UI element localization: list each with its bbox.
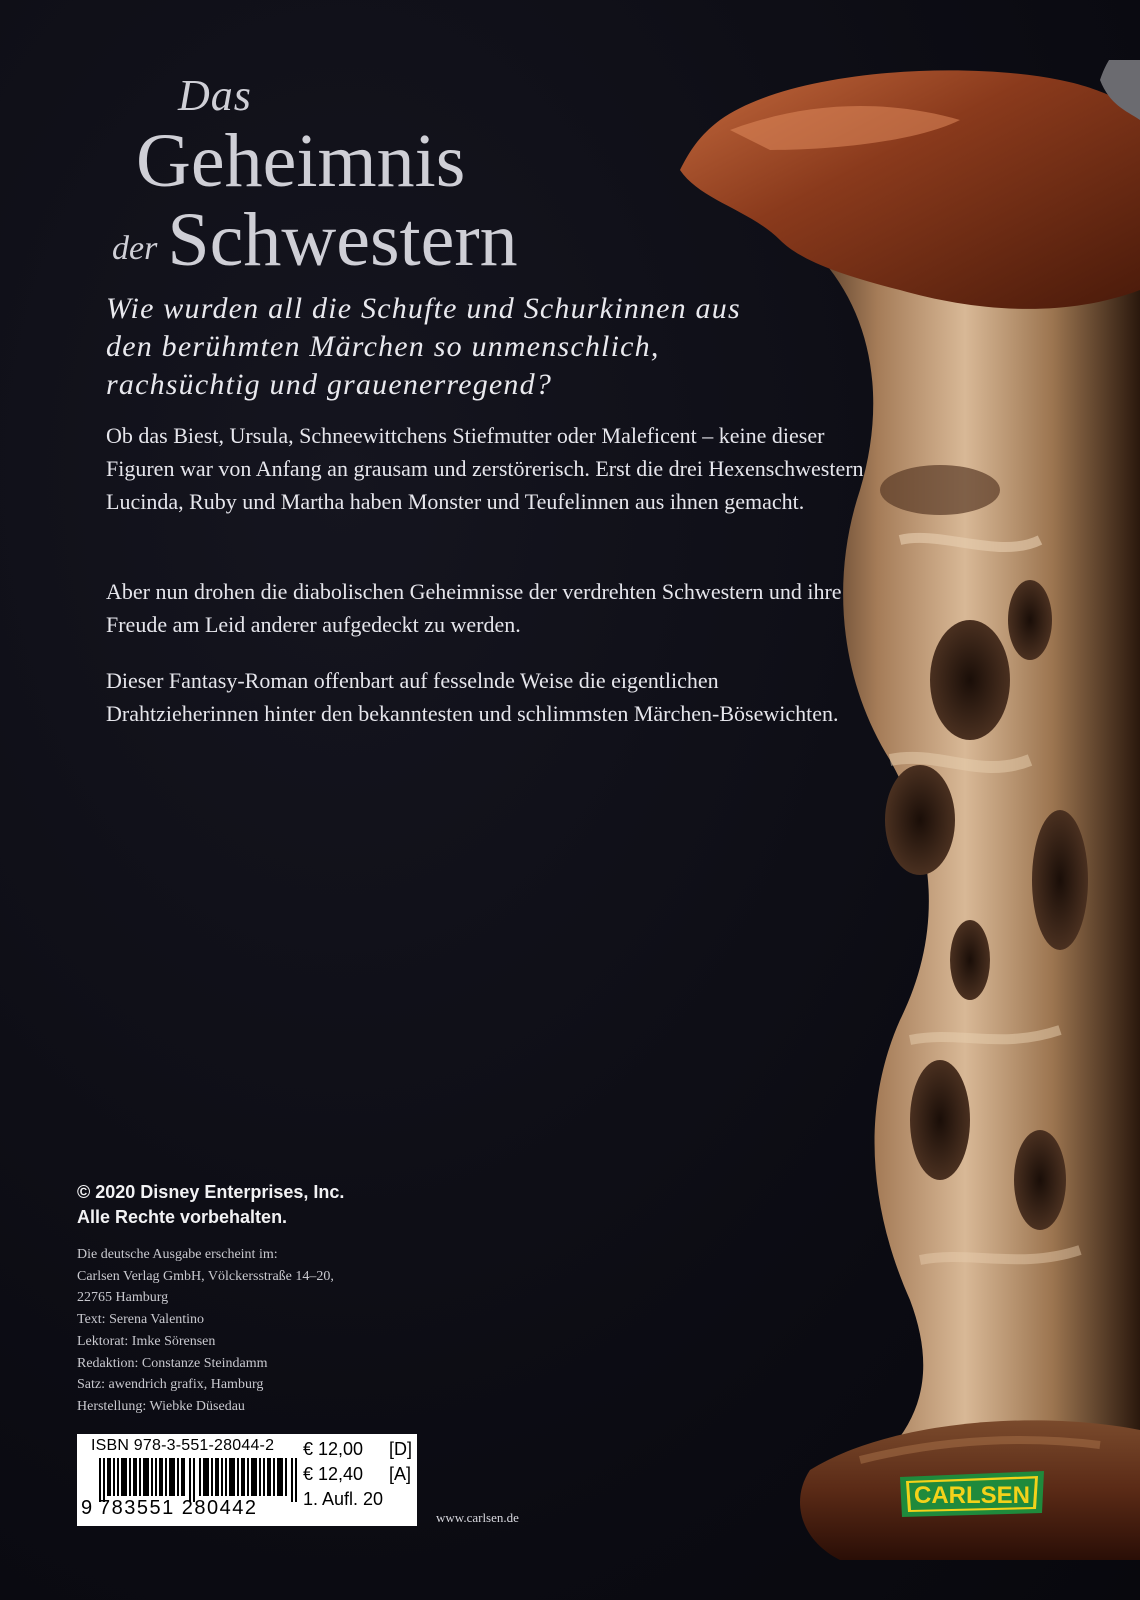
description-paragraph-2: Aber nun drohen die diabolischen Geheimnisse der verdrehten Schwestern und ihre Freude am Leid anderer aufgedeckt zu werden.	[106, 579, 842, 637]
edition-label: 1. Aufl. 20	[303, 1489, 384, 1509]
carlsen-logo-text: CARLSEN	[913, 1482, 1031, 1509]
imprint-block	[77, 1244, 334, 1418]
price-region: [A]	[389, 1464, 412, 1484]
isbn-label: ISBN 978-3-551-28044-2	[91, 1437, 275, 1454]
title-line-2: Geheimnis	[136, 119, 466, 203]
imprint-line: Redaktion: Constanze Steindamm	[77, 1355, 268, 1371]
imprint-line: Lektorat: Imke Sörensen	[77, 1333, 216, 1349]
price-amount: € 12,40	[303, 1464, 364, 1484]
copyright-line-2: Alle Rechte vorbehalten.	[77, 1207, 288, 1227]
lead-question: Wie wurden all die Schufte und Schurkinnen aus den berühmten Märchen so unmenschlich, rachsüchtig und grauenerregend?	[106, 292, 741, 401]
imprint-line: Die deutsche Ausgabe erscheint im:	[77, 1247, 278, 1262]
imprint-line: Text: Serena Valentino	[77, 1312, 205, 1328]
book-title	[106, 70, 666, 301]
publisher-website: www.carlsen.de	[436, 1510, 519, 1525]
price-region: [D]	[389, 1439, 413, 1459]
carlsen-logo	[896, 1469, 1048, 1519]
imprint-line: Herstellung: Wiebke Düsedau	[77, 1398, 245, 1414]
apple-core-illustration	[640, 60, 1140, 1560]
title-line-3-small: der	[112, 230, 158, 267]
price-row-at	[303, 1462, 412, 1487]
title-line-3-large: Schwestern	[167, 198, 518, 282]
copyright-notice	[77, 1180, 344, 1230]
barcode-icon	[99, 1458, 297, 1502]
imprint-line: Satz: awendrich grafix, Hamburg	[77, 1377, 264, 1393]
ean-digits: 783551 280442	[99, 1497, 258, 1519]
copyright-line-1: © 2020 Disney Enterprises, Inc.	[77, 1182, 345, 1202]
price-row-de	[303, 1437, 412, 1462]
price-amount: € 12,00	[303, 1439, 364, 1459]
barcode-box	[77, 1434, 417, 1526]
imprint-line: Carlsen Verlag GmbH, Völckersstraße 14–20,	[77, 1268, 334, 1284]
title-line-1: Das	[178, 71, 252, 120]
title-line-3	[106, 200, 666, 301]
description-paragraph-1: Ob das Biest, Ursula, Schneewittchens Stiefmutter oder Maleficent – keine dieser Figuren war von Anfang an grausam und zerstörerisch. Erst die drei Hexenschwestern Lucinda, Ruby und Martha haben Monster und Teufelinnen aus ihnen gemacht.	[106, 423, 864, 514]
imprint-line: 22765 Hamburg	[77, 1290, 169, 1306]
price-list	[303, 1437, 412, 1512]
ean-first-digit: 9	[81, 1497, 93, 1519]
description-paragraph-3: Dieser Fantasy-Roman offenbart auf fesselnde Weise die eigentlichen Drahtzieherinnen hinter den bekanntesten und schlimmsten Märchen-Bösewichten.	[106, 668, 839, 726]
